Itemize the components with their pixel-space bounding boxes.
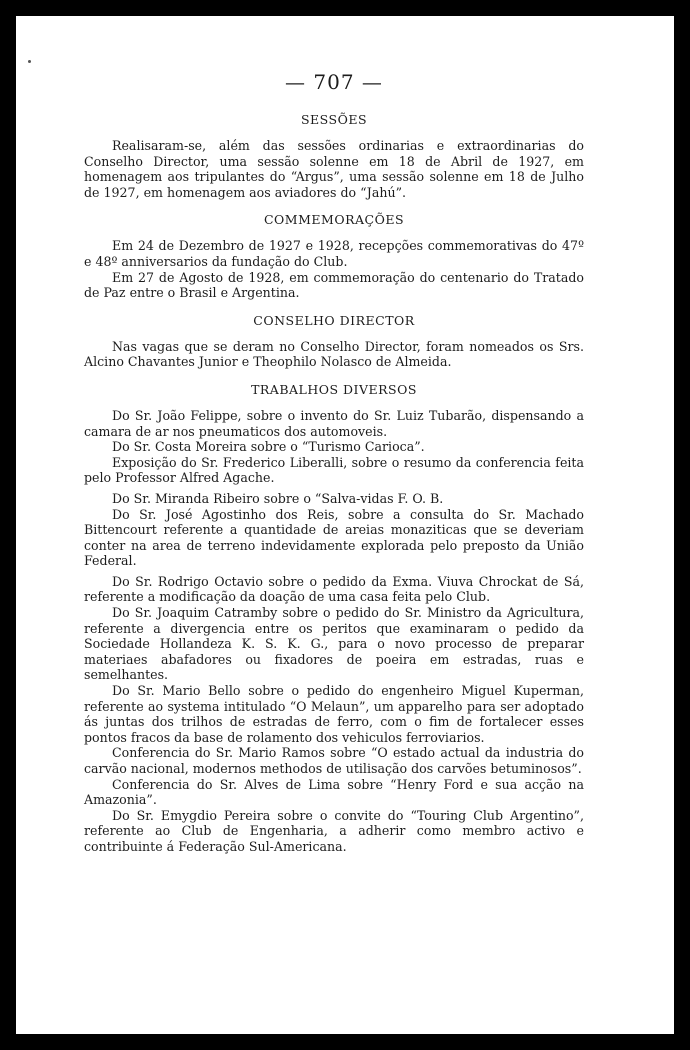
page-content: [84, 70, 584, 855]
heading-commemoracoes: COMMEMORAÇÕES: [263, 212, 405, 228]
paragraph-trabalho-6: Do Sr. Rodrigo Octavio sobre o pedido da Exma. Viuva Chrockat de Sá, referente a modificação da doação de uma casa feita pelo Club.: [84, 573, 584, 605]
heading-trabalhos-diversos: TRABALHOS DIVERSOS: [251, 381, 417, 397]
paragraph-trabalho-5: Do Sr. José Agostinho dos Reis, sobre a consulta do Sr. Machado Bittencourt referente a quantidade de areias monaziticas que se deveriam conter na area de terreno indevidamente explorada pelo preposto da União Federal.: [84, 506, 584, 569]
paragraph-sessoes: Realisaram-se, além das sessões ordinarias e extraordinarias do Conselho Director, uma sessão solenne em 18 de Abril de 1927, em homenagem aos tripulantes do “Argus”, uma sessão solenne em 18 de Julho de 1927, em homenagem aos aviadores do “Jahú”.: [84, 138, 584, 200]
speck-mark: [28, 60, 31, 63]
paragraph-conselho-director: Nas vagas que se deram no Conselho Director, foram nomeados os Srs. Alcino Chavantes Junior e Theophilo Nolasco de Almeida.: [84, 338, 584, 370]
scanned-page: [16, 16, 674, 1034]
paragraph-commemoracoes-2: Em 27 de Agosto de 1928, em commemoração do centenario do Tratado de Paz entre o Brasil e Argentina.: [84, 269, 584, 301]
heading-sessoes: SESSÕES: [300, 112, 368, 127]
page-number: — 707 —: [285, 70, 383, 94]
paragraph-trabalho-3: Exposição do Sr. Frederico Liberalli, sobre o resumo da conferencia feita pelo Professor Alfred Agache.: [84, 454, 584, 486]
paragraph-trabalho-10: Conferencia do Sr. Alves de Lima sobre “Henry Ford e sua acção na Amazonia”.: [84, 776, 584, 808]
paragraph-commemoracoes-1: Em 24 de Dezembro de 1927 e 1928, recepções commemorativas do 47º e 48º anniversarios da fundação do Club.: [84, 238, 584, 269]
paragraph-trabalho-8: Do Sr. Mario Bello sobre o pedido do engenheiro Miguel Kuperman, referente ao systema intitulado “O Melaun”, um apparelho para ser adoptado ás juntas dos trilhos de estradas de ferro, com o fim de fortalecer esses pontos fracos da base de rolamento dos vehiculos ferroviarios.: [84, 683, 584, 745]
paragraph-trabalho-1: Do Sr. João Felippe, sobre o invento do Sr. Luiz Tubarão, dispensando a camara de ar nos pneumaticos dos automoveis.: [84, 407, 584, 439]
paragraph-trabalho-2: Do Sr. Costa Moreira sobre o “Turismo Carioca”.: [112, 439, 425, 455]
paragraph-trabalho-7: Do Sr. Joaquim Catramby sobre o pedido do Sr. Ministro da Agricultura, referente a divergencia entre os peritos que examinaram o pedido da Sociedade Hollandeza K. S. K. G., para o novo processo de preparar materiaes abafadores ou fixadores de poeira em estradas, ruas e semelhantes.: [84, 605, 584, 683]
paragraph-trabalho-4: Do Sr. Miranda Ribeiro sobre o “Salva-vidas F. O. B.: [112, 490, 444, 506]
paragraph-trabalho-11: Do Sr. Emygdio Pereira sobre o convite do “Touring Club Argentino”, referente ao Club de Engenharia, a adherir como membro activo e contribuinte á Federação Sul-Americana.: [84, 807, 584, 854]
heading-conselho-director: CONSELHO DIRECTOR: [253, 312, 415, 328]
paragraph-trabalho-9: Conferencia do Sr. Mario Ramos sobre “O estado actual da industria do carvão nacional, modernos methodos de utilisação dos carvões betuminosos”.: [84, 745, 584, 776]
